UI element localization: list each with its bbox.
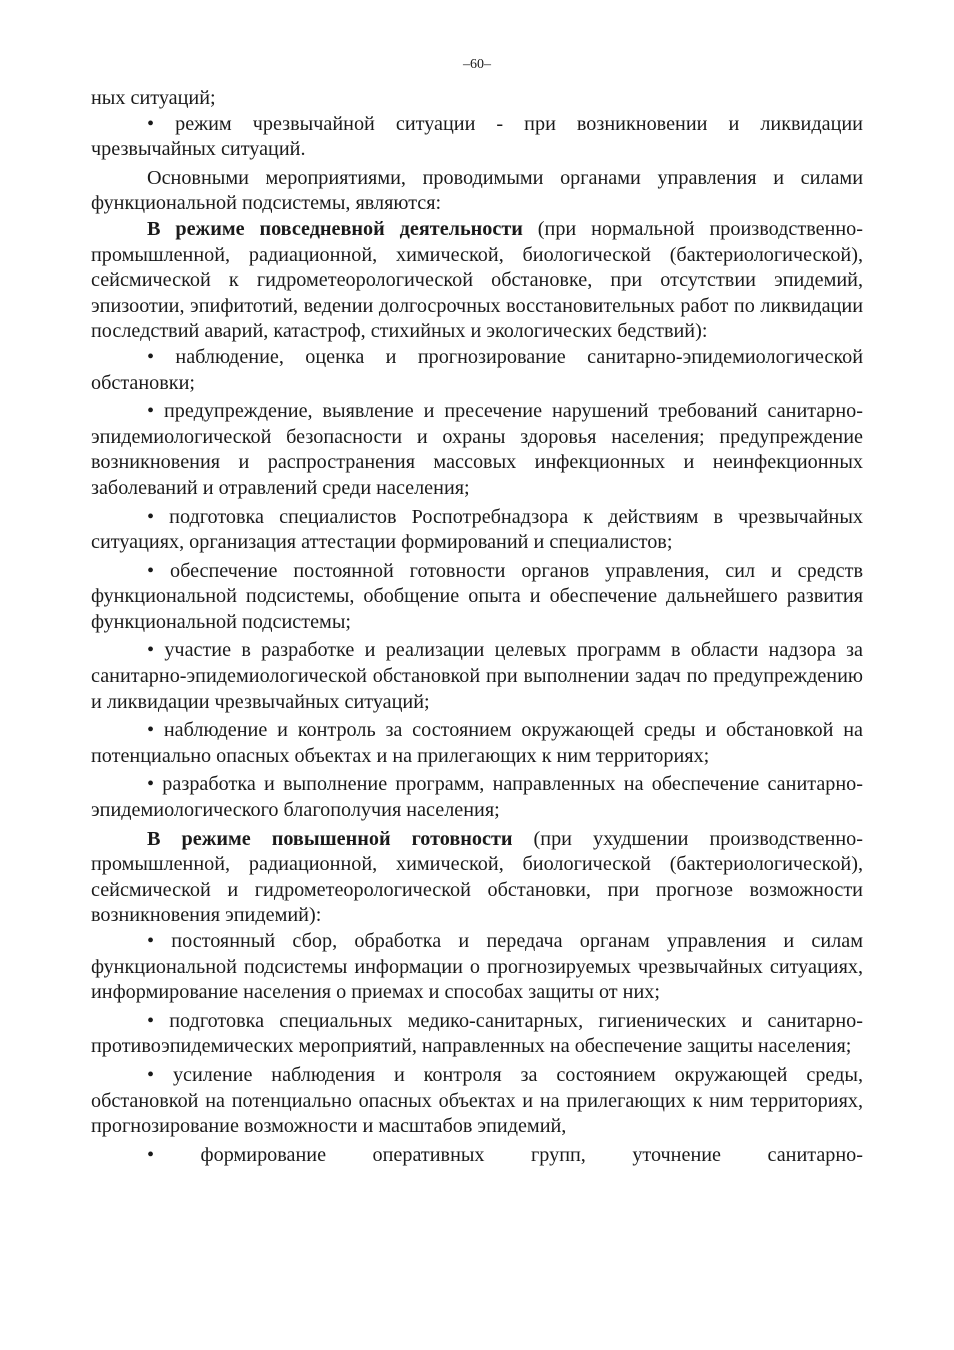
bullet-item: • подготовка специалистов Роспотребнадзора к действиям в чрезвычайных ситуациях, организация аттестации формирований и специалистов;	[91, 505, 863, 554]
section-heading: В режиме повседневной деятельности	[147, 217, 523, 240]
bullet-item: • наблюдение, оценка и прогнозирование санитарно-эпидемиологической обстановки;	[91, 345, 863, 394]
document-page	[91, 56, 863, 1171]
bullet-item: • усиление наблюдения и контроля за состоянием окружающей среды, обстановкой на потенциально опасных объектах и на прилегающих к ним территориях, прогнозирование возможности и масштабов эпидемий,	[91, 1063, 863, 1138]
bullet-item: • подготовка специальных медико-санитарных, гигиенических и санитарно-противоэпидемических мероприятий, направленных на обеспечение защиты населения;	[91, 1009, 863, 1058]
bullet-item: • участие в разработке и реализации целевых программ в области надзора за санитарно-эпидемиологической обстановкой при выполнении задач по предупреждению и ликвидации чрезвычайных ситуаций;	[91, 639, 863, 713]
section-heading: В режиме повышенной готовности	[147, 827, 513, 850]
bullet-item: • наблюдение и контроль за состоянием окружающей среды и обстановкой на потенциально опасных объектах и на прилегающих к ним территориях;	[91, 719, 863, 767]
paragraph-continuation: ных ситуаций;	[91, 87, 216, 109]
section-paragraph-high-readiness-mode	[91, 827, 863, 929]
bullet-item: • постоянный сбор, обработка и передача органам управления и силам функциональной подсистемы информации о прогнозируемых чрезвычайных ситуациях, информирование населения о приемах и способах защиты от них;	[91, 930, 863, 1004]
section-paragraph-daily-mode	[91, 217, 863, 345]
bullet-item: • обеспечение постоянной готовности органов управления, сил и средств функциональной подсистемы, обобщение опыта и обеспечение дальнейшего развития функциональной подсистемы;	[91, 559, 863, 633]
bullet-item: • формирование оперативных групп, уточнение санитарно-	[147, 1143, 863, 1166]
section-text: (при нормальной производственно-промышленной, радиационной, химической, биологической (бактериологической), сейсмической к гидрометеорологической обстановке, при отсутствии эпидемий, эпизоотии, эпифитотий, ведении долгосрочных восстановительных работ по ликвидации последствий аварий, катастроф, стихийных и экологических бедствий):	[91, 217, 863, 343]
paragraph: Основными мероприятиями, проводимыми органами управления и силами функциональной подсистемы, являются:	[91, 166, 863, 215]
section-text: (при ухудшении производственно-промышленной, радиационной, химической, биологической (бактериологической), сейсмической и гидрометеорологической обстановки, при прогнозе возможности возникновения эпидемий):	[91, 827, 863, 927]
bullet-item: • разработка и выполнение программ, направленных на обеспечение санитарно-эпидемиологического благополучия населения;	[91, 773, 863, 822]
bullet-item: • предупреждение, выявление и пресечение нарушений требований санитарно-эпидемиологической безопасности и охраны здоровья населения; предупреждение возникновения и распространения массовых инфекционных и неинфекционных заболеваний и отравлений среди населения;	[91, 400, 863, 499]
bullet-item: • режим чрезвычайной ситуации - при возникновении и ликвидации чрезвычайных ситуаций.	[91, 112, 863, 161]
page-number: –60–	[463, 57, 491, 72]
